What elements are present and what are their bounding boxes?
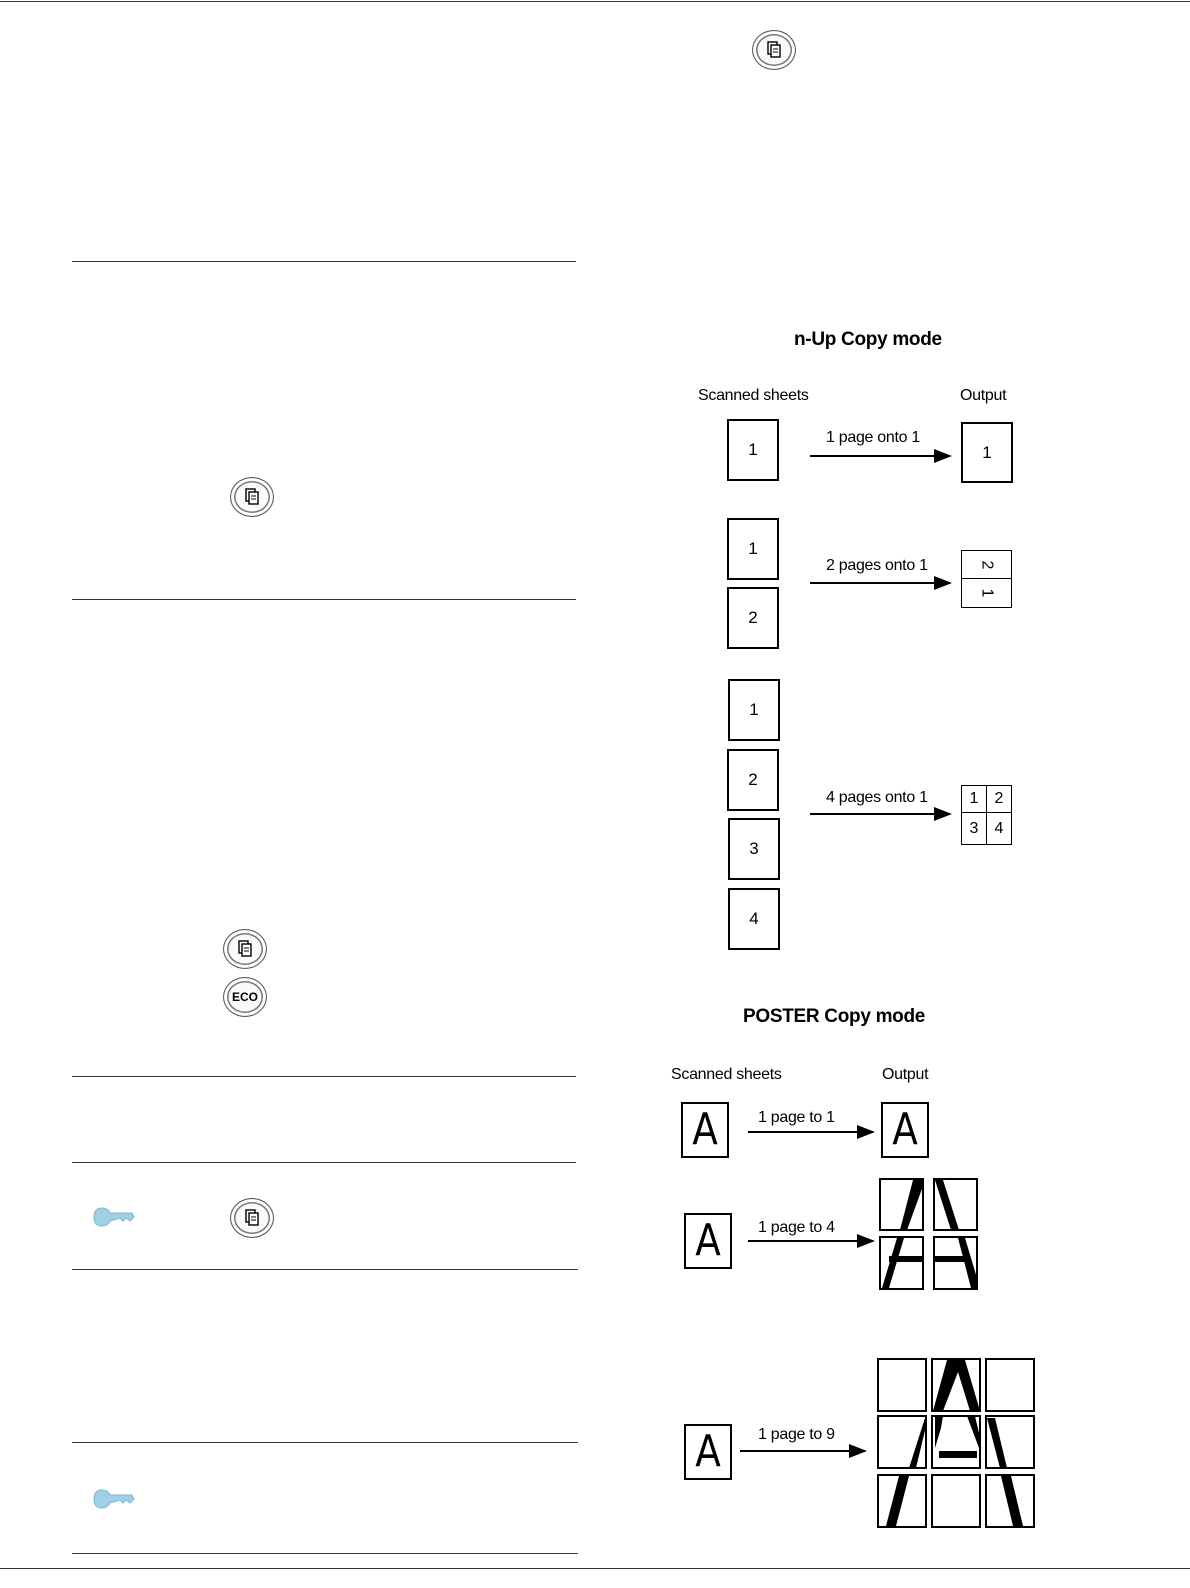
output-cell: 3 xyxy=(961,812,987,845)
arrow-label: 1 page to 4 xyxy=(758,1219,835,1236)
nup-scanned-label: Scanned sheets xyxy=(698,387,809,404)
key-icon xyxy=(92,1488,136,1510)
scanned-sheet: 3 xyxy=(728,818,780,880)
scanned-sheet-a: A xyxy=(684,1213,732,1269)
scanned-sheet: 1 xyxy=(727,419,779,481)
eco-button-icon xyxy=(223,977,267,1017)
arrow-label: 2 pages onto 1 xyxy=(826,557,928,574)
arrow xyxy=(740,1450,865,1452)
output-sheet-a: A xyxy=(881,1102,929,1158)
nup-figure-title: n-Up Copy mode xyxy=(794,329,942,350)
arrow-label: 4 pages onto 1 xyxy=(826,789,928,806)
output-cell: 2 xyxy=(986,785,1012,813)
section-rule xyxy=(72,1076,576,1077)
arrow-label: 1 page to 1 xyxy=(758,1109,835,1126)
copy-button-icon xyxy=(223,929,267,969)
scanned-sheet-a: A xyxy=(684,1424,732,1480)
poster-scanned-label: Scanned sheets xyxy=(671,1066,782,1083)
output-cell: 1 xyxy=(961,785,987,813)
copy-button-icon xyxy=(752,30,796,70)
section-rule xyxy=(72,261,576,262)
output-sheet: 1 xyxy=(961,422,1013,483)
section-rule xyxy=(72,1553,578,1554)
arrow xyxy=(748,1240,873,1242)
eco-button-label: ECO xyxy=(231,990,258,1004)
arrow-label: 1 page onto 1 xyxy=(826,429,920,446)
arrow xyxy=(810,582,950,584)
output-cell: 4 xyxy=(986,812,1012,845)
key-icon xyxy=(92,1206,136,1228)
output-cell: 2 xyxy=(961,550,1012,579)
bottom-page-rule xyxy=(0,1568,1190,1569)
arrow xyxy=(810,813,950,815)
scanned-sheet: 2 xyxy=(727,587,779,649)
output-cell: 1 xyxy=(961,578,1012,608)
copy-button-icon xyxy=(230,1198,274,1238)
arrow-label: 1 page to 9 xyxy=(758,1426,835,1443)
section-rule xyxy=(72,599,576,600)
section-rule xyxy=(72,1269,578,1270)
poster-output-label: Output xyxy=(882,1066,929,1083)
copy-button-icon xyxy=(230,477,274,517)
poster-output-4-tiles xyxy=(879,1178,981,1292)
section-rule xyxy=(72,1442,578,1443)
scanned-sheet: 2 xyxy=(727,749,779,811)
arrow xyxy=(748,1131,873,1133)
scanned-sheet: 1 xyxy=(728,679,780,741)
poster-output-9-tiles xyxy=(877,1358,1035,1530)
section-rule xyxy=(72,1162,576,1163)
scanned-sheet: 4 xyxy=(728,888,780,950)
arrow xyxy=(810,455,950,457)
poster-figure-title: POSTER Copy mode xyxy=(743,1006,926,1027)
scanned-sheet-a: A xyxy=(681,1102,729,1158)
scanned-sheet: 1 xyxy=(727,518,779,580)
nup-output-label: Output xyxy=(960,387,1007,404)
top-page-rule xyxy=(0,1,1190,2)
